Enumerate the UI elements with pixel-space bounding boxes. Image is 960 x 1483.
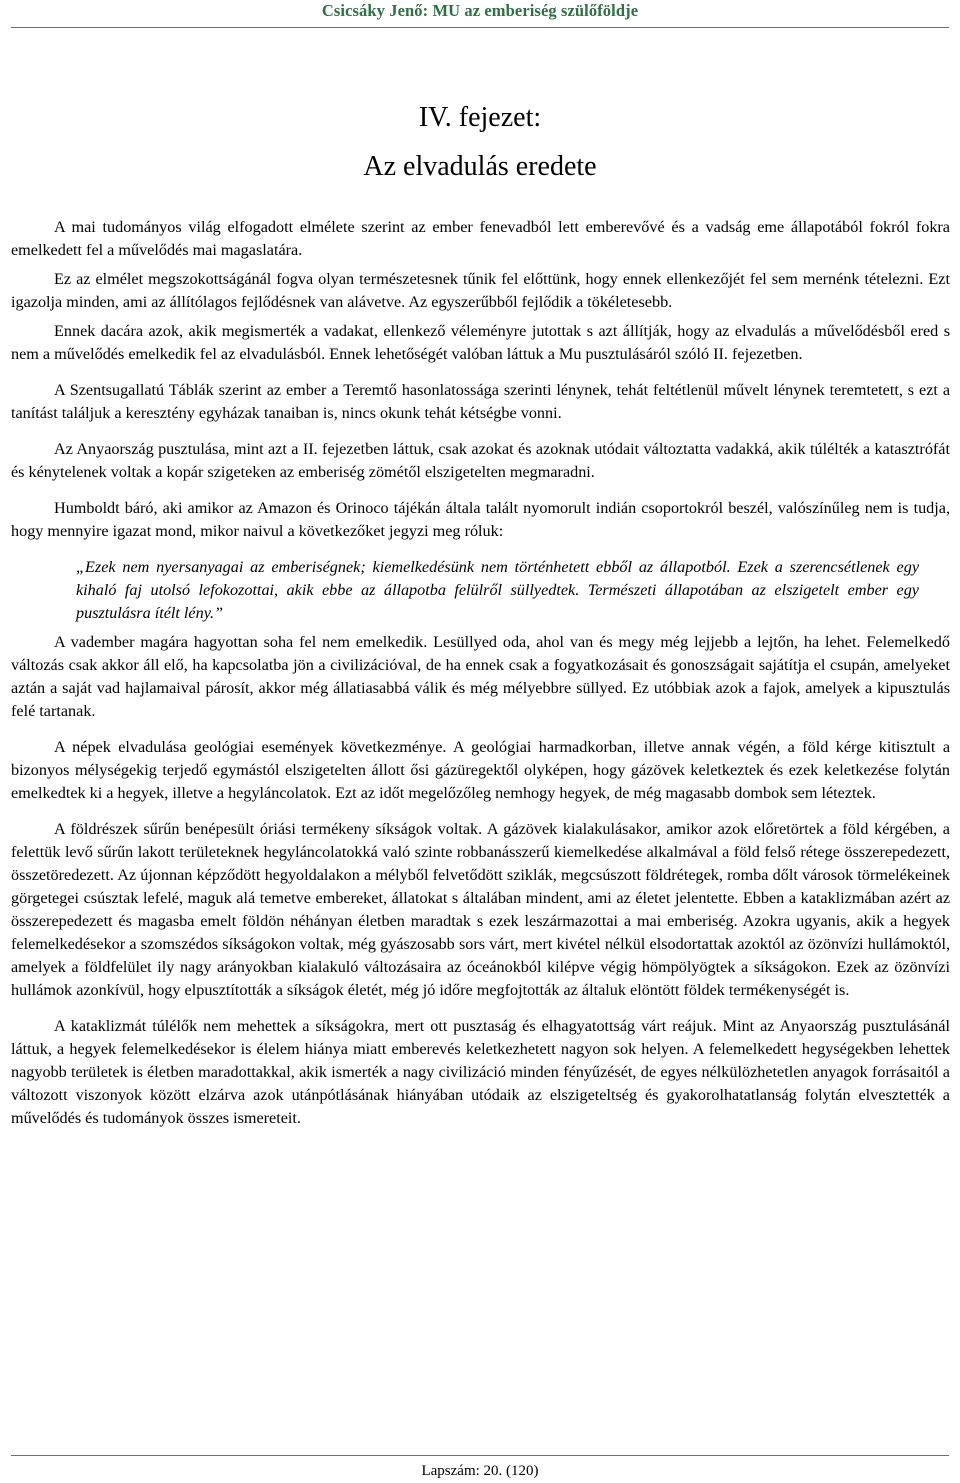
header-divider [11,27,949,28]
paragraph-9: A földrészek sűrűn benépesült óriási termékeny síkságok voltak. A gázövek kialakulásakor, amikor azok előretörtek a föld kérgében, a felettük levő sűrűn lakott területeknek hegyláncolatokká való szinte robbanásszerű kiemelkedése alkalmával a föld felső rétege összerepedezett, összetöredezett. Az újonnan képződött hegyoldalakon a mélyből felvetődött sziklák, megcsúszott földrétegek, romba dőlt városok törmelékeinek görgetegei csúsztak lefelé, maguk alá temetve embereket, állatokat s általában mindent, ami az életet jelentette. Ebben a kataklizmában azért az összerepedezett és magasba emelt földön néhányan életben maradtak s ezek leszármazottai a mai emberiség. Azokra ugyanis, akik a hegyek felemelkedésekor a szomszédos síkságokon voltak, még gyászosabb sors várt, mert kivétel nélkül elsodortattak azoktól az özönvízi hullámoktól, amelyek a földfelület ily nagy arányokban kialakuló változásaira az óceánokból kilépve végig hömpölyögtek a síkságokon. Ezek az özönvízi hullámok azonkívül, hogy elpusztították a síkságok életét, még jó időre megfojtották az általuk elöntött földek termékenységét is. [11,820,950,999]
paragraph-5: Az Anyaország pusztulása, mint azt a II. fejezetben láttuk, csak azokat és azoknak utódait változtatta vadakká, akik túlélték a katasztrófát és kénytelenek voltak a kopár szigeteken az emberiség zömétől elszigetelten megmaradni. [11,440,950,481]
chapter-title: Az elvadulás eredete [363,151,597,182]
paragraph-8: A népek elvadulása geológiai események következménye. A geológiai harmadkorban, illetve annak végén, a föld kérge kitisztult a bizonyos mélységekig terjedő egymástól elszigetelten állott ősi gázüregektől olyképen, hogy gázövek keletkeztek és ezek keletkezése folytán emelkedtek ki a hegyek, illetve a hegyláncolatok. Ezt az időt megelőzőleg nemhogy hegyek, de még magasabb dombok sem léteztek. [11,738,950,802]
block-quote: „Ezek nem nyersanyagai az emberiségnek; kiemelkedésünk nem történhetett ebből az állapotból. Ezek a szerencsétlenek egy kihaló faj utolsó lefokozottai, akik ebbe az állapotba felülről süllyedtek. Természeti állapotában az elszigetelt ember egy pusztulásra ítélt lény.” [76,558,919,622]
body-text [11,216,950,1130]
paragraph-6: Humboldt báró, aki amikor az Amazon és Orinoco tájékán általa talált nyomorult indián csoportokról beszél, valószínűleg nem is tudja, hogy mennyire igazat mond, mikor naivul a következőket jegyzi meg róluk: [11,499,950,540]
running-header: Csicsáky Jenő: MU az emberiség szülőföldje [321,1,639,20]
chapter-number: IV. fejezet: [418,102,542,133]
paragraph-7: A vadember magára hagyottan soha fel nem emelkedik. Lesüllyed oda, ahol van és megy még lejjebb a lejtőn, ha lehet. Felemelkedő változás csak akkor áll elő, ha kapcsolatba jön a civilizációval, de ha ennek csak a fogyatkozásait és gonoszságait sajátítja el csupán, amelyeket aztán a saját vad hajlamaival párosít, akkor még állatiasabbá válik és még mélyebbre süllyed. Ez utóbbiak azok a fajok, amelyek a kipusztulás felé tartanak. [11,633,950,720]
paragraph-4: A Szentsugallatú Táblák szerint az ember a Teremtő hasonlatossága szerinti lénynek, tehát feltétlenül művelt lénynek teremtetett, s ezt a tanítást találjuk a keresztény egyházak tanaiban is, nincs okunk tehát kétségbe vonni. [11,381,950,422]
footer-divider [11,1455,949,1456]
paragraph-10: A kataklizmát túlélők nem mehettek a síkságokra, mert ott pusztaság és elhagyatottság várt reájuk. Mint az Anyaország pusztulásánál láttuk, a hegyek felemelkedésekor is élelem hiánya miatt emberevés keletkezhetett nagyon sok helyen. A felemelkedett hegységekben lehettek nagyobb területek is életben maradottakkal, akik ismerték a nagy civilizáció minden fényűzését, de egyes nélkülözhetetlen anyagok forrásaitól a változott viszonyok között elzárva azok utánpótlásának hiányában utódaik az elszigeteltség és gyakorolhatatlanság folytán elvesztették a művelődés és tudományok összes ismereteit. [11,1017,950,1127]
paragraph-3: Ennek dacára azok, akik megismerték a vadakat, ellenkező véleményre jutottak s azt állítják, hogy az elvadulás a művelődésből ered s nem a művelődés emelkedik fel az elvadulásból. Ennek lehetőségét valóban láttuk a Mu pusztulásáról szóló II. fejezetben. [11,322,950,363]
paragraph-2: Ez az elmélet megszokottságánál fogva olyan természetesnek tűnik fel előttünk, hogy ennek ellenkezőjét fel sem mernénk tételezni. Ezt igazolja minden, ami az állítólagos fejlődésnek van alávetve. Az egyszerűbből fejlődik a tökéletesebb. [11,270,950,311]
paragraph-1: A mai tudományos világ elfogadott elmélete szerint az ember fenevadból lett emberevővé és a vadság eme állapotából fokról fokra emelkedett fel a művelődés mai magaslatára. [11,218,950,259]
page-number: Lapszám: 20. (120) [421,1463,539,1479]
